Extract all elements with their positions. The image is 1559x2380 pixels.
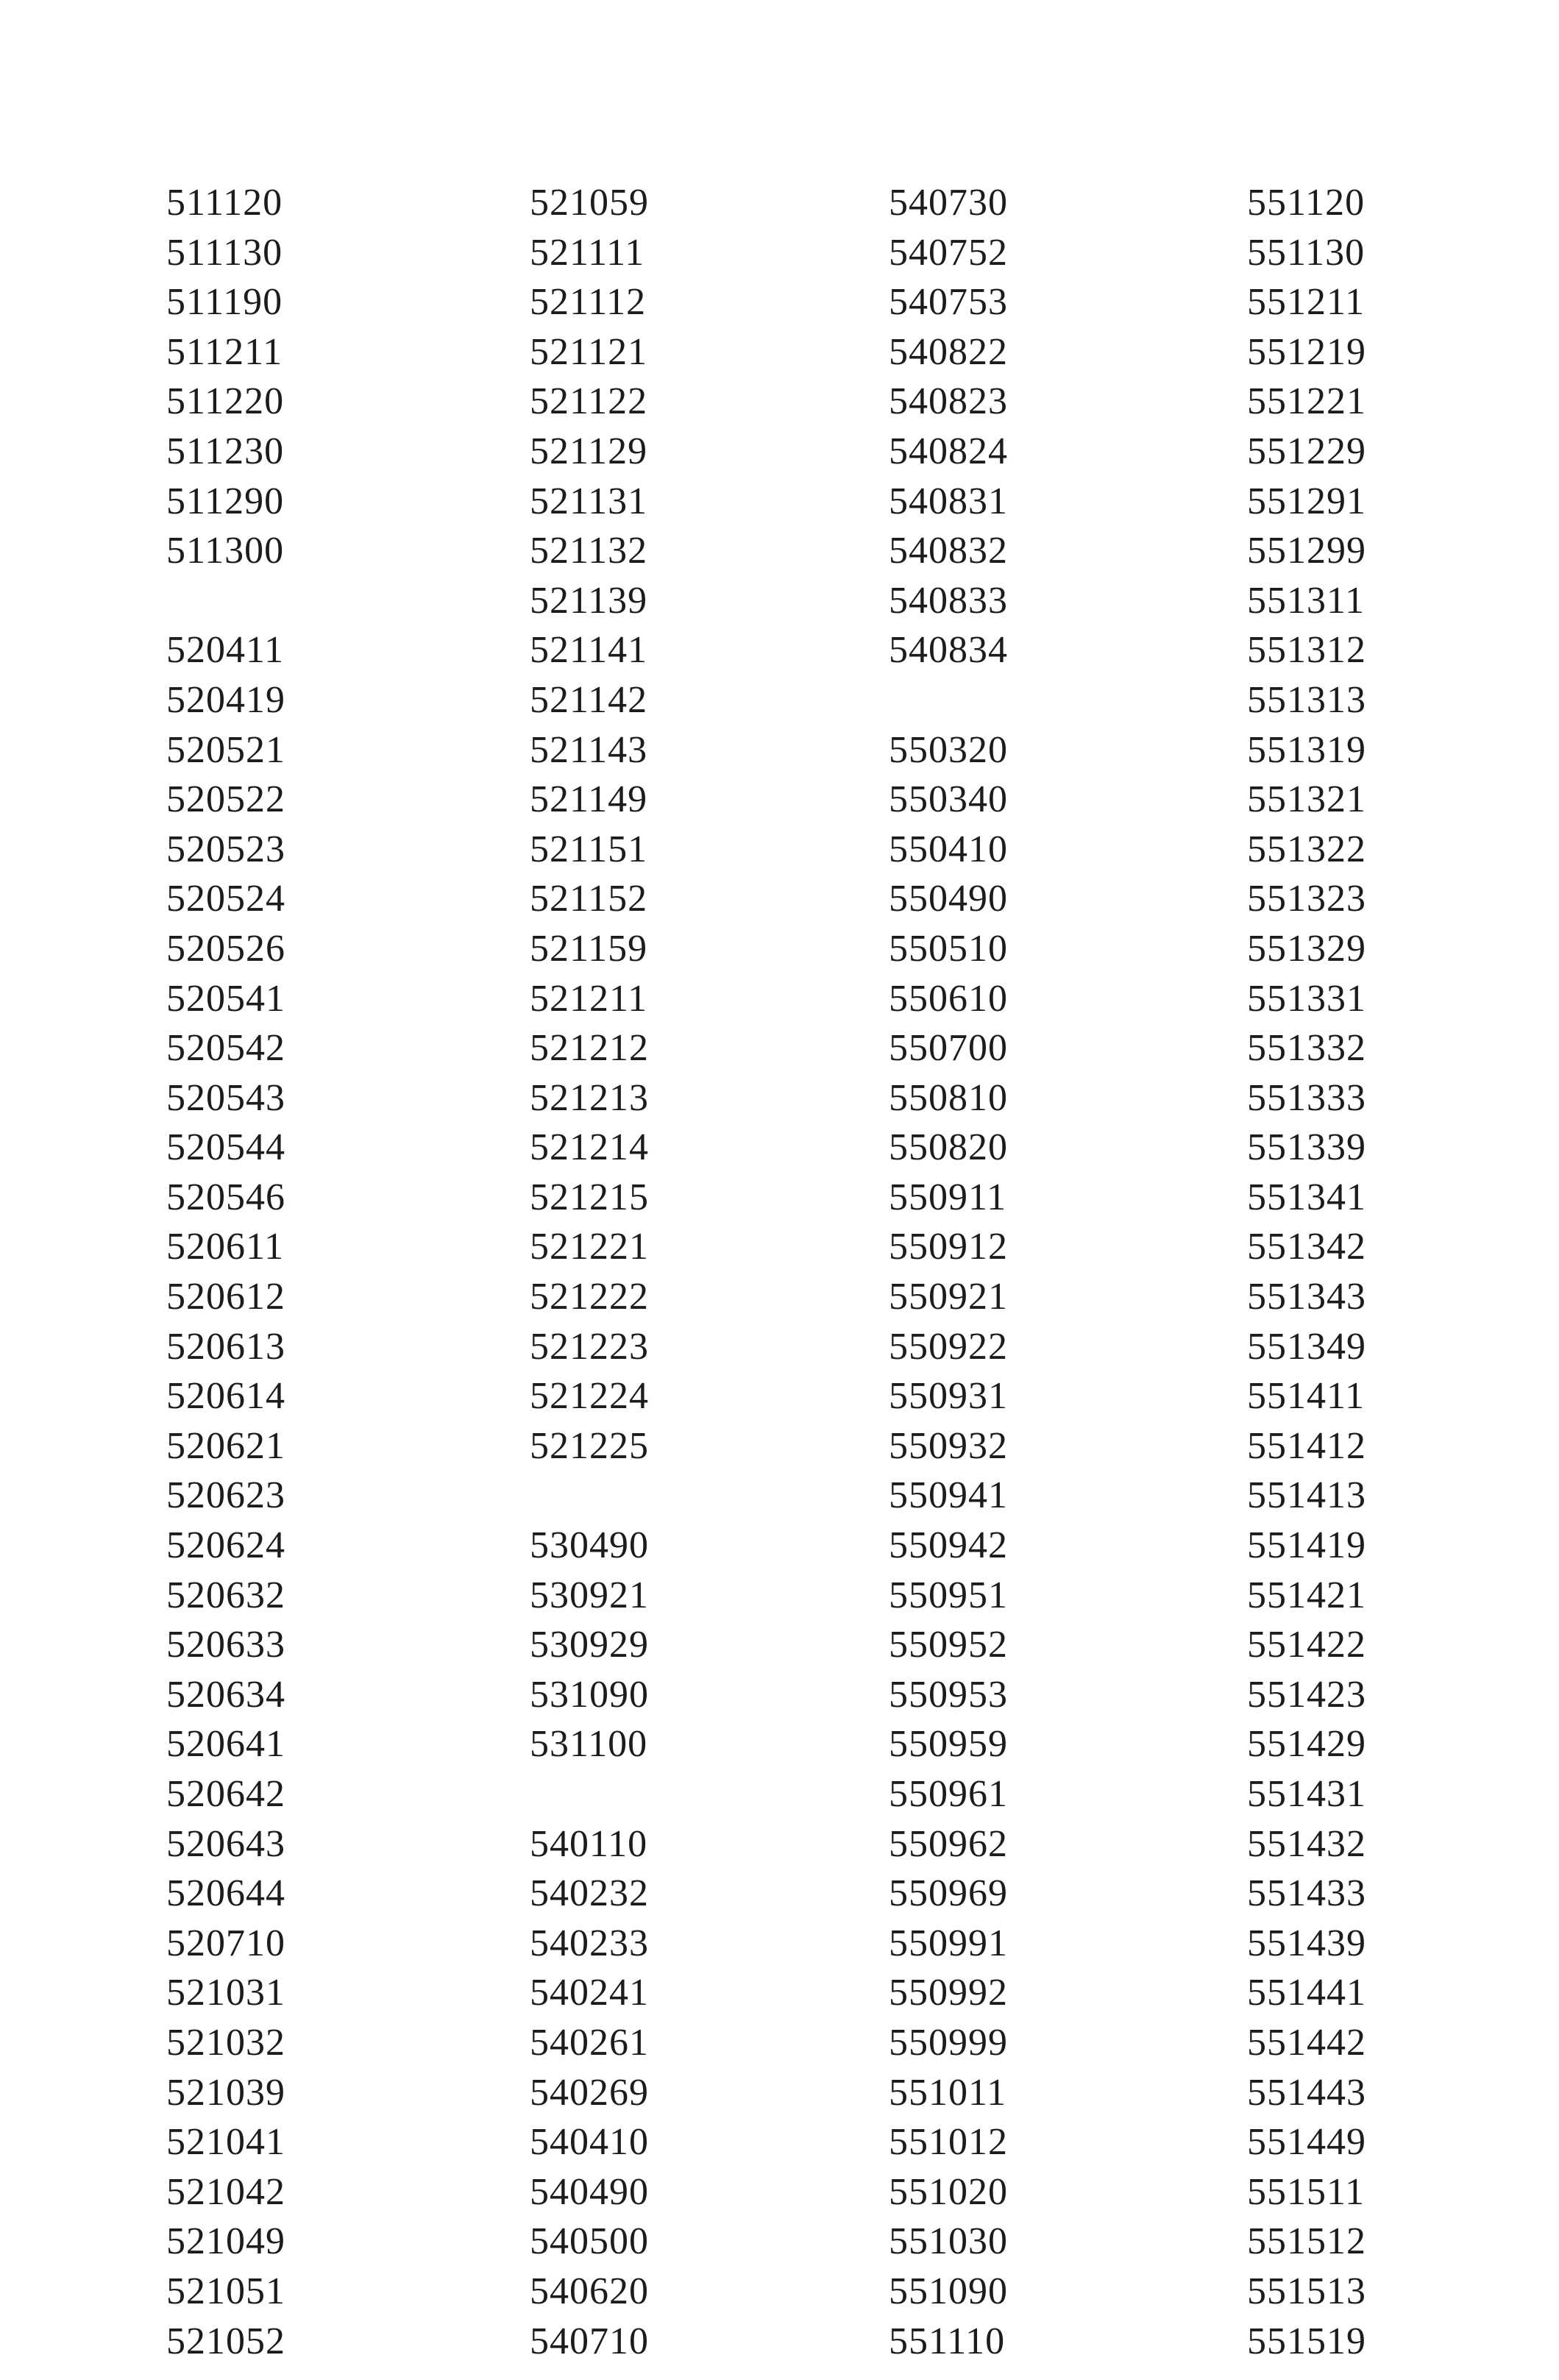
code-item: 520544 (166, 1126, 285, 1169)
code-item: 520621 (166, 1424, 285, 1467)
code-item: 521129 (530, 430, 648, 472)
code-item: 540831 (889, 480, 1008, 522)
code-item: 521159 (530, 927, 648, 970)
code-item: 550490 (889, 878, 1008, 920)
spacer-row (530, 1769, 649, 1819)
code-item: 520710 (166, 1922, 285, 1964)
code-item: 551329 (1247, 927, 1366, 970)
code-item: 521221 (530, 1226, 649, 1268)
code-item: 511211 (166, 330, 283, 373)
code-item: 520634 (166, 1673, 285, 1716)
code-item: 540269 (530, 2071, 649, 2114)
code-item: 520641 (166, 1723, 285, 1766)
code-item: 530929 (530, 1624, 649, 1666)
code-item: 551221 (1247, 380, 1366, 423)
code-item: 551012 (889, 2121, 1008, 2164)
code-item: 540232 (530, 1872, 649, 1915)
code-item: 551343 (1247, 1276, 1366, 1318)
code-item: 540261 (530, 2021, 649, 2064)
code-item: 550912 (889, 1226, 1008, 1268)
code-item: 551413 (1247, 1474, 1366, 1517)
code-item: 540410 (530, 2121, 649, 2164)
code-item: 521142 (530, 678, 648, 721)
code-item: 551421 (1247, 1574, 1366, 1616)
code-item: 551229 (1247, 430, 1366, 472)
code-item: 540822 (889, 330, 1008, 373)
code-item: 521049 (166, 2220, 285, 2263)
code-item: 521112 (530, 281, 647, 324)
code-item: 540834 (889, 629, 1008, 672)
code-item: 551313 (1247, 678, 1366, 721)
code-item: 540241 (530, 1972, 649, 2014)
code-item: 520541 (166, 977, 285, 1020)
code-item: 511290 (166, 480, 285, 522)
code-item: 540823 (889, 380, 1008, 423)
code-item: 521041 (166, 2121, 285, 2164)
code-item: 551429 (1247, 1723, 1366, 1766)
code-item: 521139 (530, 579, 648, 622)
code-item: 550810 (889, 1076, 1008, 1119)
code-item: 551342 (1247, 1226, 1366, 1268)
code-item: 551299 (1247, 530, 1366, 572)
code-item: 521059 (530, 182, 649, 224)
code-item: 550921 (889, 1276, 1008, 1318)
code-item: 551449 (1247, 2121, 1366, 2164)
code-item: 521149 (530, 778, 648, 821)
code-item: 551431 (1247, 1773, 1366, 1815)
code-item: 550922 (889, 1325, 1008, 1368)
code-item: 521111 (530, 231, 645, 274)
code-item: 550320 (889, 728, 1008, 771)
code-item: 531090 (530, 1673, 649, 1716)
code-item: 551219 (1247, 330, 1366, 373)
code-item: 551319 (1247, 728, 1366, 771)
code-item: 551341 (1247, 1176, 1366, 1218)
code-item: 520524 (166, 878, 285, 920)
code-item: 551130 (1247, 231, 1366, 274)
code-item: 550941 (889, 1474, 1008, 1517)
code-item: 521131 (530, 480, 648, 522)
code-item: 521122 (530, 380, 648, 423)
spacer-row (889, 675, 1008, 725)
code-item: 521042 (166, 2170, 285, 2213)
code-item: 511300 (166, 530, 285, 572)
code-item: 551030 (889, 2220, 1008, 2263)
code-item: 551312 (1247, 629, 1366, 672)
code-item: 550510 (889, 927, 1008, 970)
code-item: 551512 (1247, 2220, 1366, 2263)
code-item: 521214 (530, 1126, 649, 1169)
code-item: 551432 (1247, 1822, 1366, 1865)
code-item: 520632 (166, 1574, 285, 1616)
code-item: 520612 (166, 1276, 285, 1318)
code-item: 521223 (530, 1325, 649, 1368)
code-item: 551439 (1247, 1922, 1366, 1964)
code-item: 511190 (166, 281, 283, 324)
code-item: 550610 (889, 977, 1008, 1020)
code-column-2 (530, 178, 649, 2366)
code-item: 550969 (889, 1872, 1008, 1915)
code-item: 551443 (1247, 2071, 1366, 2114)
code-item: 551090 (889, 2270, 1008, 2312)
code-item: 550953 (889, 1673, 1008, 1716)
code-item: 521211 (530, 977, 648, 1020)
code-item: 520611 (166, 1226, 285, 1268)
code-item: 551322 (1247, 828, 1366, 870)
code-item: 520521 (166, 728, 285, 771)
code-item: 521213 (530, 1076, 649, 1119)
code-item: 521052 (166, 2320, 285, 2362)
code-item: 540833 (889, 579, 1008, 622)
code-item: 520523 (166, 828, 285, 870)
code-item: 521051 (166, 2270, 285, 2312)
code-item: 550962 (889, 1822, 1008, 1865)
code-item: 550961 (889, 1773, 1008, 1815)
code-item: 550951 (889, 1574, 1008, 1616)
code-item: 520623 (166, 1474, 285, 1517)
code-item: 550991 (889, 1922, 1008, 1964)
code-item: 551321 (1247, 778, 1366, 821)
code-item: 551422 (1247, 1624, 1366, 1666)
code-item: 551332 (1247, 1027, 1366, 1070)
code-item: 540832 (889, 530, 1008, 572)
code-item: 530490 (530, 1524, 649, 1567)
code-item: 551419 (1247, 1524, 1366, 1567)
code-item: 520643 (166, 1822, 285, 1865)
code-item: 520543 (166, 1076, 285, 1119)
code-item: 540824 (889, 430, 1008, 472)
code-item: 511130 (166, 231, 283, 274)
code-item: 540490 (530, 2170, 649, 2213)
code-item: 521143 (530, 728, 648, 771)
code-item: 550952 (889, 1624, 1008, 1666)
code-column-4 (1247, 178, 1366, 2366)
code-item: 551441 (1247, 1972, 1366, 2014)
code-item: 511230 (166, 430, 285, 472)
code-item: 540730 (889, 182, 1008, 224)
code-item: 551333 (1247, 1076, 1366, 1119)
code-item: 540620 (530, 2270, 649, 2312)
code-item: 551120 (1247, 182, 1366, 224)
code-item: 550942 (889, 1524, 1008, 1567)
code-item: 551339 (1247, 1126, 1366, 1169)
code-item: 540753 (889, 281, 1008, 324)
code-item: 521031 (166, 1972, 285, 2014)
code-item: 550410 (889, 828, 1008, 870)
code-item: 550340 (889, 778, 1008, 821)
code-item: 520546 (166, 1176, 285, 1218)
code-column-3 (889, 178, 1008, 2366)
code-item: 521151 (530, 828, 648, 870)
code-item: 521121 (530, 330, 648, 373)
code-item: 551423 (1247, 1673, 1366, 1716)
code-item: 550999 (889, 2021, 1008, 2064)
code-item: 540110 (530, 1822, 648, 1865)
spacer-row (530, 1471, 649, 1521)
code-item: 550820 (889, 1126, 1008, 1169)
code-item: 551513 (1247, 2270, 1366, 2312)
code-item: 521224 (530, 1375, 649, 1418)
code-item: 551519 (1247, 2320, 1366, 2362)
code-item: 551020 (889, 2170, 1008, 2213)
code-item: 551331 (1247, 977, 1366, 1020)
code-item: 520542 (166, 1027, 285, 1070)
code-item: 540710 (530, 2320, 649, 2362)
code-item: 521215 (530, 1176, 649, 1218)
code-item: 530921 (530, 1574, 649, 1616)
code-item: 551412 (1247, 1424, 1366, 1467)
code-item: 551211 (1247, 281, 1366, 324)
code-item: 521222 (530, 1276, 649, 1318)
code-item: 521141 (530, 629, 648, 672)
code-item: 551311 (1247, 579, 1366, 622)
code-item: 540500 (530, 2220, 649, 2263)
code-item: 551349 (1247, 1325, 1366, 1368)
code-item: 521132 (530, 530, 648, 572)
code-item: 551011 (889, 2071, 1007, 2114)
code-item: 550932 (889, 1424, 1008, 1467)
code-item: 521152 (530, 878, 648, 920)
code-item: 520642 (166, 1773, 285, 1815)
code-item: 520419 (166, 678, 285, 721)
code-item: 520633 (166, 1624, 285, 1666)
code-item: 520526 (166, 927, 285, 970)
code-item: 551433 (1247, 1872, 1366, 1915)
code-item: 551511 (1247, 2170, 1366, 2213)
code-item: 511220 (166, 380, 285, 423)
code-item: 551442 (1247, 2021, 1366, 2064)
code-item: 540233 (530, 1922, 649, 1964)
code-item: 550911 (889, 1176, 1007, 1218)
code-item: 550700 (889, 1027, 1008, 1070)
code-item: 520614 (166, 1375, 285, 1418)
code-item: 521032 (166, 2021, 285, 2064)
code-item: 550931 (889, 1375, 1008, 1418)
code-item: 551323 (1247, 878, 1366, 920)
code-item: 551110 (889, 2320, 1006, 2362)
code-item: 550959 (889, 1723, 1008, 1766)
code-item: 520613 (166, 1325, 285, 1368)
spacer-row (166, 576, 285, 626)
code-item: 551291 (1247, 480, 1366, 522)
code-item: 521039 (166, 2071, 285, 2114)
code-item: 520624 (166, 1524, 285, 1567)
code-item: 550992 (889, 1972, 1008, 2014)
code-item: 520522 (166, 778, 285, 821)
code-item: 511120 (166, 182, 283, 224)
code-item: 551411 (1247, 1375, 1366, 1418)
code-item: 521212 (530, 1027, 649, 1070)
code-item: 521225 (530, 1424, 649, 1467)
code-item: 520644 (166, 1872, 285, 1915)
code-column-1 (166, 178, 285, 2366)
code-item: 520411 (166, 629, 285, 672)
code-item: 540752 (889, 231, 1008, 274)
code-item: 531100 (530, 1723, 648, 1766)
